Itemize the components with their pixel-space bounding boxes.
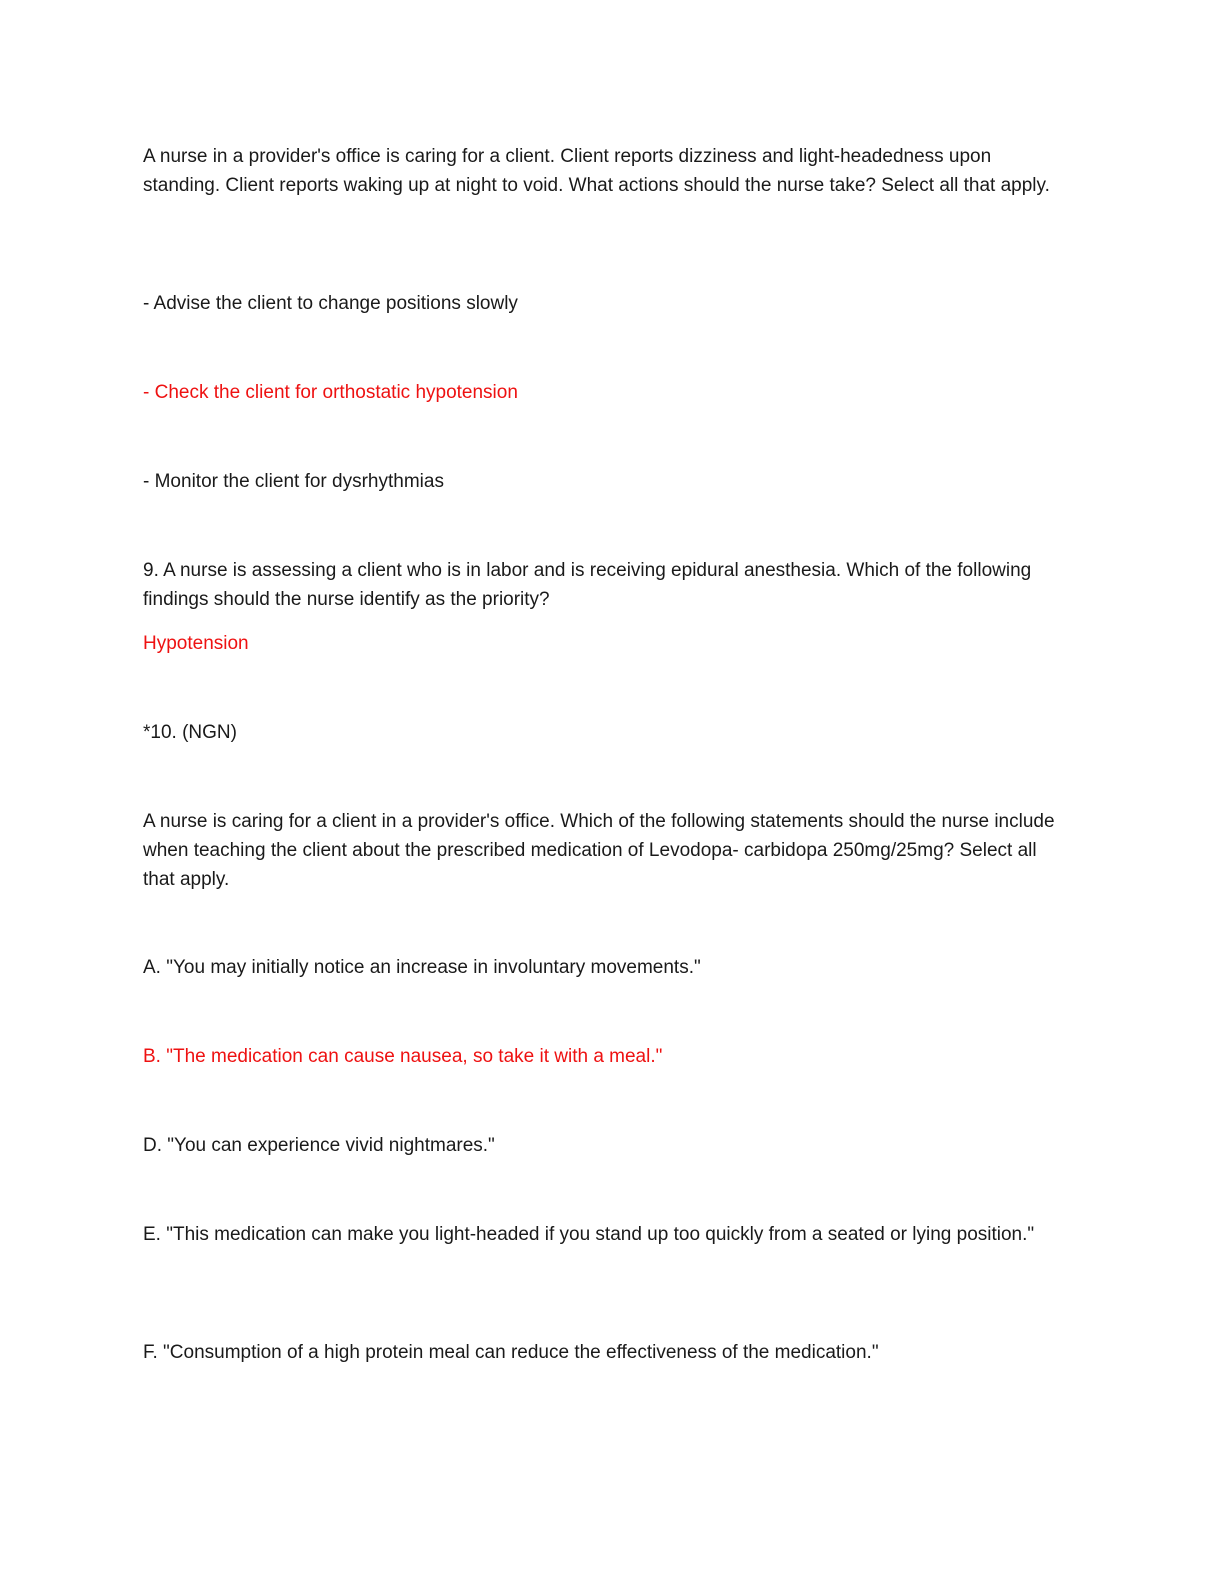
q10-option-e: E. "This medication can make you light-headed if you stand up too quickly from a seated or lying position." [143,1224,1035,1245]
q10-option-f: F. "Consumption of a high protein meal can reduce the effectiveness of the medication." [143,1342,879,1363]
q8-option-1: - Advise the client to change positions slowly [143,293,518,314]
q10-option-b-highlighted: B. "The medication can cause nausea, so take it with a meal." [143,1046,663,1067]
q9-answer: Hypotension [143,633,249,654]
q10-stem: A nurse is caring for a client in a provider's office. Which of the following statements should the nurse include when teaching the client about the prescribed medication of Levodopa- carbidopa 250mg/25mg? Select all that apply. [143,811,1055,890]
q9-stem: 9. A nurse is assessing a client who is in labor and is receiving epidural anesthesia. Which of the following findings should the nurse identify as the priority? [143,560,1032,610]
q8-option-2-highlighted: - Check the client for orthostatic hypotension [143,382,518,403]
q8-stem: A nurse in a provider's office is caring for a client. Client reports dizziness and light-headedness upon standing. Client reports waking up at night to void. What actions should the nurse take? Select all that apply. [143,146,1050,196]
q10-option-a: A. "You may initially notice an increase in involuntary movements." [143,957,701,978]
q10-label: *10. (NGN) [143,722,237,743]
q8-option-3: - Monitor the client for dysrhythmias [143,471,444,492]
q10-option-d: D. "You can experience vivid nightmares." [143,1135,495,1156]
